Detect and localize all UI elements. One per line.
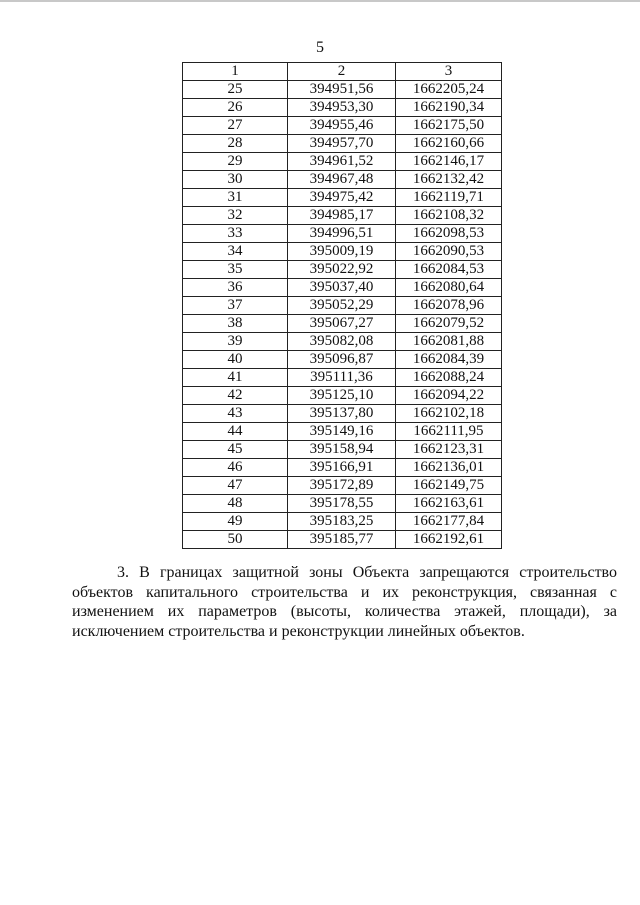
paragraph-restrictions: 3. В границах защитной зоны Объекта запрещаются строительство объектов капитального строительства и их реконструкция, связанная с изменением их параметров (высоты, количества этажей, площади), за исключением строительства и реконструкции линейных объектов. [72,564,617,640]
table-row [183,387,502,405]
y-coordinate-cell: 1662094,22 [396,387,502,405]
point-number-cell: 37 [183,297,288,315]
y-coordinate-cell: 1662177,84 [396,513,502,531]
x-coordinate-cell: 395082,08 [288,333,396,351]
y-coordinate-cell: 1662080,64 [396,279,502,297]
y-coordinate-cell: 1662175,50 [396,117,502,135]
table-row [183,297,502,315]
x-coordinate-cell: 395022,92 [288,261,396,279]
point-number-cell: 28 [183,135,288,153]
point-number-cell: 42 [183,387,288,405]
x-coordinate-cell: 395052,29 [288,297,396,315]
point-number-cell: 39 [183,333,288,351]
table-row [183,369,502,387]
x-coordinate-cell: 395166,91 [288,459,396,477]
x-coordinate-cell: 394953,30 [288,99,396,117]
point-number-cell: 29 [183,153,288,171]
y-coordinate-cell: 1662081,88 [396,333,502,351]
point-number-cell: 31 [183,189,288,207]
table-row [183,315,502,333]
table-row [183,459,502,477]
point-number-cell: 30 [183,171,288,189]
point-number-cell: 32 [183,207,288,225]
table-row [183,513,502,531]
table-row [183,117,502,135]
y-coordinate-cell: 1662163,61 [396,495,502,513]
y-coordinate-cell: 1662205,24 [396,81,502,99]
y-coordinate-cell: 1662098,53 [396,225,502,243]
point-number-cell: 46 [183,459,288,477]
y-coordinate-cell: 1662090,53 [396,243,502,261]
point-number-cell: 26 [183,99,288,117]
table-row [183,171,502,189]
point-number-cell: 35 [183,261,288,279]
table-row [183,333,502,351]
table-row [183,225,502,243]
x-coordinate-cell: 395185,77 [288,531,396,549]
x-coordinate-cell: 395125,10 [288,387,396,405]
y-coordinate-cell: 1662111,95 [396,423,502,441]
table-row [183,135,502,153]
header-cell-1: 1 [183,63,288,81]
table-row [183,477,502,495]
x-coordinate-cell: 394975,42 [288,189,396,207]
table-row [183,423,502,441]
x-coordinate-cell: 395183,25 [288,513,396,531]
x-coordinate-cell: 395111,36 [288,369,396,387]
x-coordinate-cell: 394996,51 [288,225,396,243]
table-header-row [183,63,502,81]
table-row [183,279,502,297]
y-coordinate-cell: 1662088,24 [396,369,502,387]
table-row [183,531,502,549]
x-coordinate-cell: 395037,40 [288,279,396,297]
x-coordinate-cell: 394955,46 [288,117,396,135]
coordinates-table [182,62,502,549]
y-coordinate-cell: 1662192,61 [396,531,502,549]
table-row [183,189,502,207]
point-number-cell: 40 [183,351,288,369]
table-row [183,81,502,99]
x-coordinate-cell: 394967,48 [288,171,396,189]
point-number-cell: 27 [183,117,288,135]
y-coordinate-cell: 1662123,31 [396,441,502,459]
x-coordinate-cell: 395178,55 [288,495,396,513]
y-coordinate-cell: 1662132,42 [396,171,502,189]
table-row [183,495,502,513]
x-coordinate-cell: 395149,16 [288,423,396,441]
table-row [183,207,502,225]
x-coordinate-cell: 394961,52 [288,153,396,171]
point-number-cell: 43 [183,405,288,423]
x-coordinate-cell: 394985,17 [288,207,396,225]
x-coordinate-cell: 395172,89 [288,477,396,495]
x-coordinate-cell: 395067,27 [288,315,396,333]
x-coordinate-cell: 394951,56 [288,81,396,99]
y-coordinate-cell: 1662119,71 [396,189,502,207]
y-coordinate-cell: 1662102,18 [396,405,502,423]
y-coordinate-cell: 1662149,75 [396,477,502,495]
header-cell-3: 3 [396,63,502,81]
y-coordinate-cell: 1662160,66 [396,135,502,153]
point-number-cell: 34 [183,243,288,261]
y-coordinate-cell: 1662084,39 [396,351,502,369]
point-number-cell: 50 [183,531,288,549]
x-coordinate-cell: 395096,87 [288,351,396,369]
point-number-cell: 33 [183,225,288,243]
header-cell-2: 2 [288,63,396,81]
y-coordinate-cell: 1662190,34 [396,99,502,117]
y-coordinate-cell: 1662146,17 [396,153,502,171]
page-number: 5 [316,39,324,56]
y-coordinate-cell: 1662108,32 [396,207,502,225]
x-coordinate-cell: 395137,80 [288,405,396,423]
point-number-cell: 38 [183,315,288,333]
table-row [183,153,502,171]
table-row [183,351,502,369]
point-number-cell: 45 [183,441,288,459]
y-coordinate-cell: 1662136,01 [396,459,502,477]
y-coordinate-cell: 1662079,52 [396,315,502,333]
point-number-cell: 49 [183,513,288,531]
table-row [183,261,502,279]
point-number-cell: 36 [183,279,288,297]
point-number-cell: 44 [183,423,288,441]
page-top-edge [0,0,640,2]
table-body [183,81,502,549]
x-coordinate-cell: 395009,19 [288,243,396,261]
table-row [183,441,502,459]
table-row [183,243,502,261]
x-coordinate-cell: 395158,94 [288,441,396,459]
table-row [183,405,502,423]
point-number-cell: 48 [183,495,288,513]
point-number-cell: 41 [183,369,288,387]
table-row [183,99,502,117]
point-number-cell: 25 [183,81,288,99]
point-number-cell: 47 [183,477,288,495]
x-coordinate-cell: 394957,70 [288,135,396,153]
y-coordinate-cell: 1662078,96 [396,297,502,315]
y-coordinate-cell: 1662084,53 [396,261,502,279]
